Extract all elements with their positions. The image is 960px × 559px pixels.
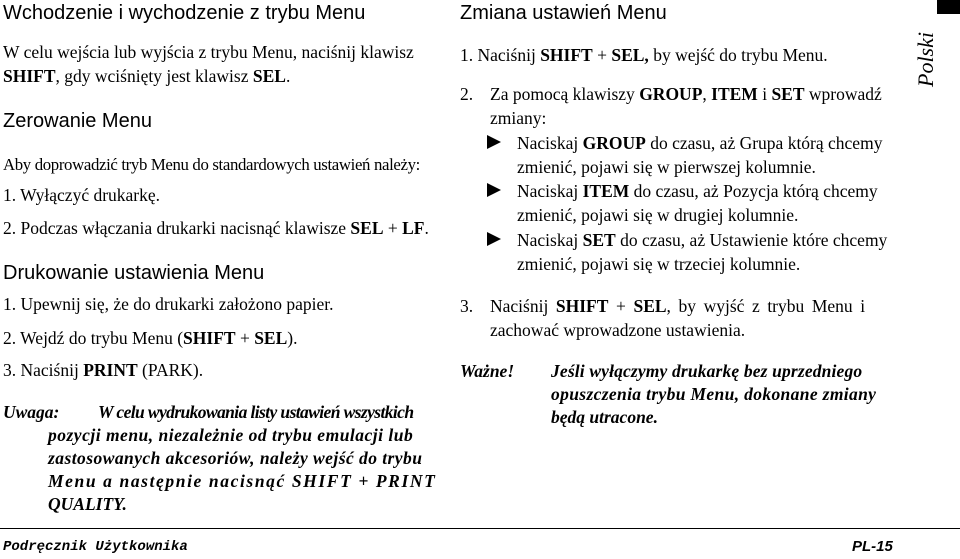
arrow-bullet-icon xyxy=(487,232,501,246)
change-step-2-number: 2. xyxy=(460,84,474,104)
paragraph-reset: Aby doprowadzić tryb Menu do standardowych ustawień należy: xyxy=(3,155,420,174)
print-step-3: 3. Naciśnij PRINT (PARK). xyxy=(3,360,204,380)
heading-print-menu: Drukowanie ustawienia Menu xyxy=(3,262,265,284)
print-step-1: 1. Upewnij się, że do drukarki założono papier. xyxy=(3,294,334,314)
bullet-item: Naciskaj ITEM do czasu, aż Pozycja którą chcemy zmienić, pojawi się w drugiej kolumnie. xyxy=(487,179,907,227)
footer-title: Podręcznik Użytkownika xyxy=(3,539,188,555)
page-number: PL-15 xyxy=(852,538,893,555)
tab-marker xyxy=(937,0,960,14)
heading-change-settings: Zmiana ustawień Menu xyxy=(460,2,667,24)
note-label: Uwaga: xyxy=(3,402,60,422)
note-text: W celu wydrukowania listy ustawień wszystkich pozycji menu, niezależnie od trybu emulacji lub zastosowanych akcesoriów, należy wejść do trybu Menu a następnie nacisnąć SHIFT + PRINT QUALITY. xyxy=(48,402,437,514)
heading-reset-menu: Zerowanie Menu xyxy=(3,110,152,132)
change-step-3-text: Naciśnij SHIFT + SEL, by wyjść z trybu Menu i zachować wprowadzone ustawienia. xyxy=(490,296,866,340)
warning-text: Jeśli wyłączymy drukarkę bez uprzedniego opuszczenia trybu Menu, dokonane zmiany będą utracone. xyxy=(551,361,877,427)
reset-step-1: 1. Wyłączyć drukarkę. xyxy=(3,185,161,205)
print-step-2: 2. Wejdź do trybu Menu (SHIFT + SEL). xyxy=(3,328,298,348)
arrow-bullet-icon xyxy=(487,183,501,197)
heading-entering-menu: Wchodzenie i wychodzenie z trybu Menu xyxy=(3,2,366,24)
bullet-set: Naciskaj SET do czasu, aż Ustawienie które chcemy zmienić, pojawi się w trzeciej kolumnie. xyxy=(487,228,907,276)
change-step-3-number: 3. xyxy=(460,296,474,316)
paragraph-enter-menu: W celu wejścia lub wyjścia z trybu Menu, naciśnij klawisz SHIFT, gdy wciśnięty jest klawisz SEL. xyxy=(3,42,414,86)
warning-label: Ważne! xyxy=(460,361,515,381)
bullet-group: Naciskaj GROUP do czasu, aż Grupa którą chcemy zmienić, pojawi się w pierwszej kolumnie. xyxy=(487,131,907,179)
language-tab: Polski xyxy=(913,32,938,87)
arrow-bullet-icon xyxy=(487,135,501,149)
footer-rule xyxy=(0,528,960,529)
reset-step-2: 2. Podczas włączania drukarki nacisnąć klawisze SEL + LF. xyxy=(3,218,429,238)
change-step-1: 1. Naciśnij SHIFT + SEL, by wejść do trybu Menu. xyxy=(460,45,828,65)
change-step-2-text: Za pomocą klawiszy GROUP, ITEM i SET wprowadź zmiany: xyxy=(490,84,882,128)
